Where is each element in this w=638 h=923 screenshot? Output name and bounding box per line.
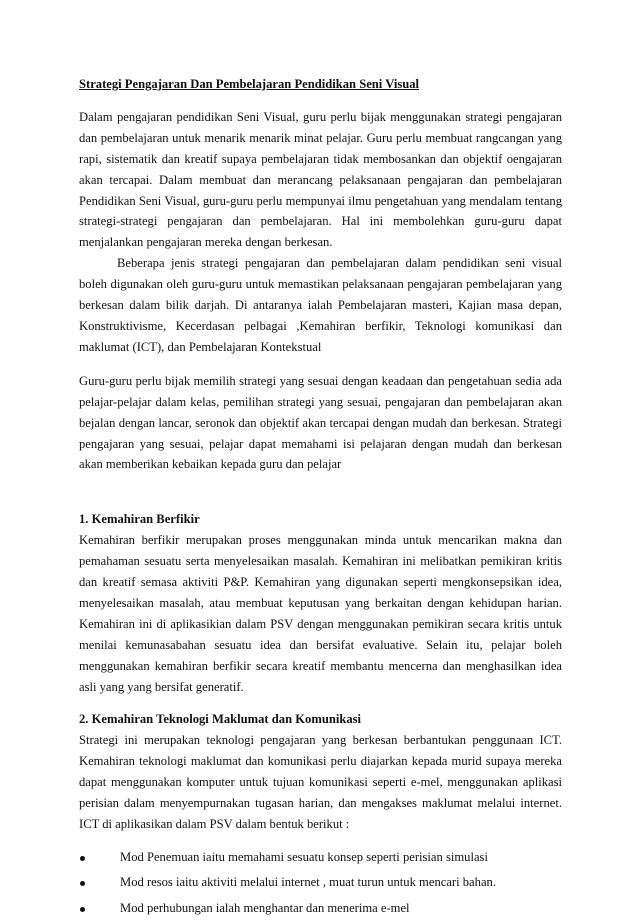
list-spacer: [79, 835, 562, 847]
list-item-text: Mod Penemuan iaitu memahami sesuatu konsep seperti perisian simulasi: [120, 849, 488, 864]
section-heading-thinking-skills: 1. Kemahiran Berfikir: [79, 512, 200, 527]
paragraph-spacer: [79, 358, 562, 371]
document-body: [79, 74, 562, 923]
list-item: [79, 872, 562, 893]
bullet-icon: [80, 856, 85, 861]
list-item: [79, 898, 562, 919]
list-item-text: Mod perhubungan ialah menghantar dan menerima e-mel: [120, 900, 410, 915]
document-title: Strategi Pengajaran Dan Pembelajaran Pendidikan Seni Visual: [79, 77, 420, 91]
section-spacer: [79, 697, 562, 709]
ict-paragraph: Strategi ini merupakan teknologi pengajaran yang berkesan berbantukan penggunaan ICT. Kemahiran teknologi maklumat dan komunikasi perlu diajarkan kepada murid supaya mereka dapat menggunakan komputer untuk tujuan komunikasi seperti e-mel, menggunakan aplikasi perisian dalam menyempurnakan tugasan harian, dan mengakses maklumat melalui internet. ICT di aplikasikan dalam PSV dalam bentuk berikut :: [79, 733, 562, 831]
section-heading-ict: 2. Kemahiran Teknologi Maklumat dan Komunikasi: [79, 712, 362, 727]
bullet-icon: [80, 907, 85, 912]
list-item-text: Mod resos iaitu aktiviti melalui internet , muat turun untuk mencari bahan.: [120, 875, 496, 890]
thinking-skills-paragraph: Kemahiran berfikir merupakan proses menggunakan minda untuk mencarikan makna dan pemahaman sesuatu serta menyelesaikan masalah. Kemahiran ini melibatkan pemikiran kritis dan kreatif semasa aktiviti P&P. Kemahiran yang digunakan seperti mengkonsepsikan idea, menyelesaikan masalah, atau membuat keputusan yang berkaitan dengan kehidupan harian. Kemahiran ini di aplikasikian dalam PSV dengan menggunakan pemikiran secara kritis untuk menilai kemunasabahan sesuatu idea dan bersifat evaluative. Selain itu, pelajar boleh menggunakan kemahiran berfikir secara kreatif membantu mencerna dan menghasilkan idea asli yang yang bersifat generatif.: [79, 533, 562, 694]
section-spacer: [79, 475, 562, 509]
intro-paragraph: Dalam pengajaran pendidikan Seni Visual, guru perlu bijak menggunakan strategi pengajaran dan pembelajaran untuk menarik menarik minat pelajar. Guru perlu membuat rangcangan yang rapi, sistematik dan kreatif supaya pembelajaran tidak membosankan dan objektif oengajaran akan tercapai. Dalam membuat dan merancang pelaksanaan pengajaran dan pembelajaran Pendidikan Seni Visual, guru-guru perlu mempunyai ilmu pengetahuan yang mendalam tentang strategi-strategi pengajaran dan pembelajaran. Hal ini membolehkan guru-guru dapat menjalankan pengajaran mereka dengan berkesan.: [79, 109, 562, 250]
teacher-choice-paragraph: Guru-guru perlu bijak memilih strategi yang sesuai dengan keadaan dan pengetahuan sedia ada pelajar-pelajar dalam kelas, pemilihan strategi yang sesuai, pengajaran dan pembelajaran akan bejalan dengan lancar, seronok dan objektif akan tercapai dengan mudah dan berkesan. Strategi pengajaran yang sesuai, pelajar dapat memahami isi pelajaran dengan mudah dan berkesan akan memberikan kebaikan kepada guru dan pelajar: [79, 373, 562, 472]
list-item: [79, 847, 562, 868]
bullet-icon: [80, 881, 85, 886]
ict-mode-list: [79, 847, 562, 919]
strategy-types-paragraph: Beberapa jenis strategi pengajaran dan pembelajaran dalam pendidikan seni visual boleh digunakan oleh guru-guru untuk memastikan pelaksanaan pengajaran pembelajaran yang berkesan dalam bilik darjah. Di antaranya ialah Pembelajaran masteri, Kajian masa depan, Konstruktivisme, Kecerdasan pelbagai ,Kemahiran berfikir, Teknologi komunikasi dan maklumat (ICT), dan Pembelajaran Kontekstual: [79, 256, 562, 354]
